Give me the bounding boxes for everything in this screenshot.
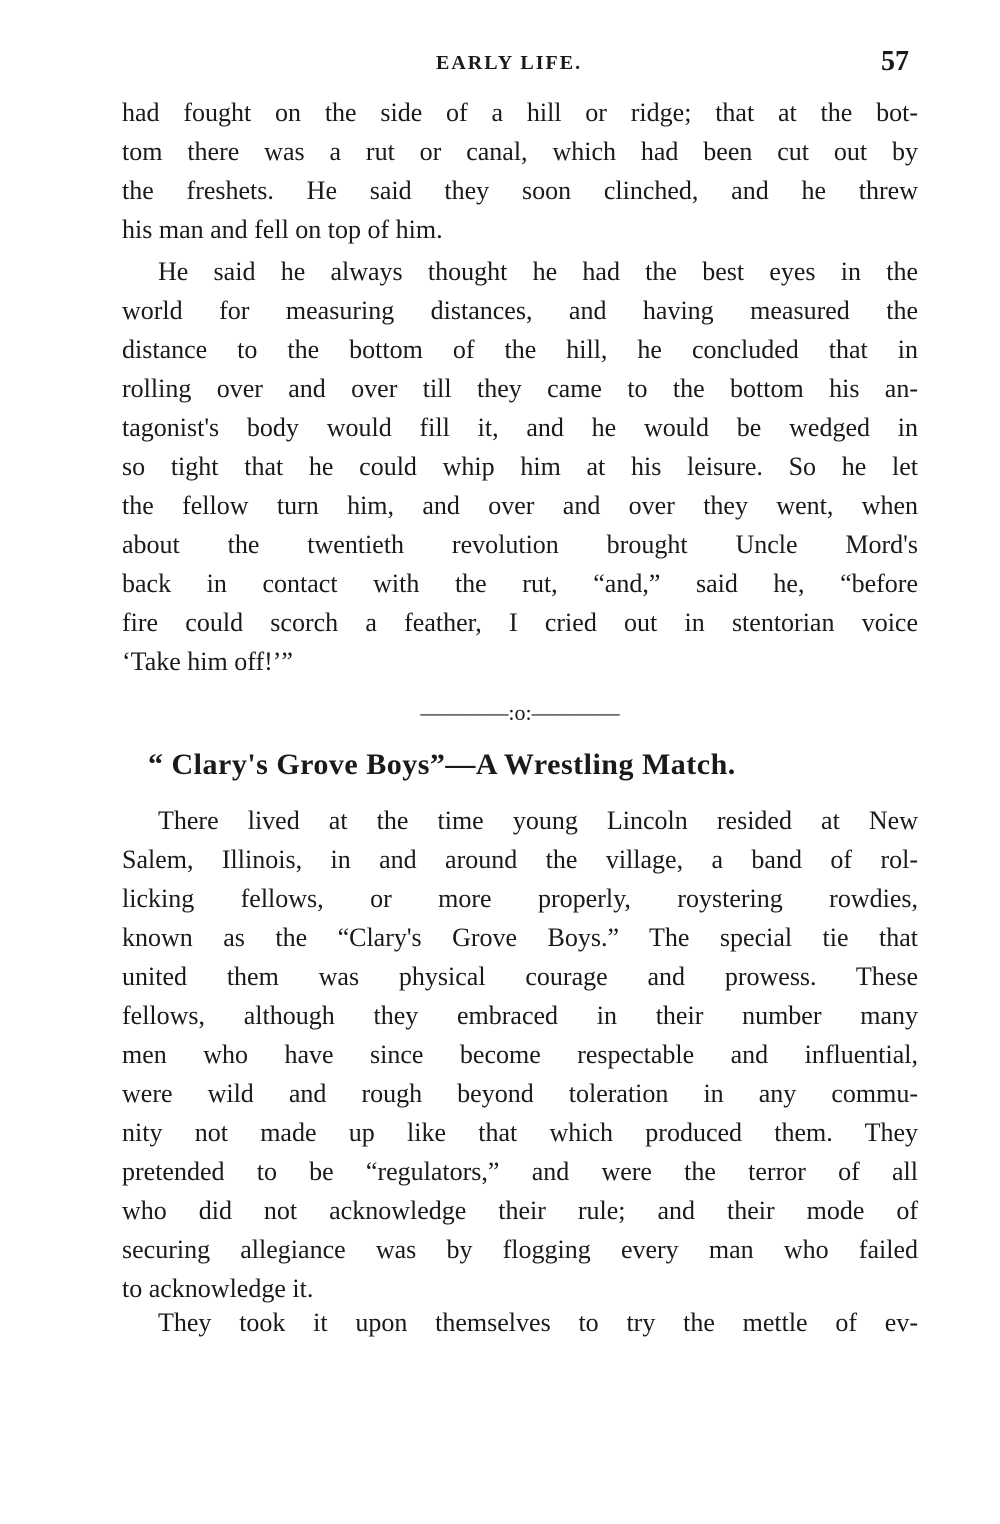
text-line: rolling over and over till they came to the bottom his an-: [122, 374, 918, 403]
text-line: tagonist's body would fill it, and he would be wedged in: [122, 413, 918, 442]
text-line: He said he always thought he had the best eyes in the: [158, 257, 918, 286]
text-line: nity not made up like that which produced them. They: [122, 1118, 918, 1147]
text-line: fire could scorch a feather, I cried out in stentorian voice: [122, 608, 918, 637]
text-line: united them was physical courage and prowess. These: [122, 962, 918, 991]
section-separator: ————:o:————: [420, 700, 620, 725]
text-line: They took it upon themselves to try the mettle of ev-: [158, 1308, 918, 1337]
text-line: known as the “Clary's Grove Boys.” The special tie that: [122, 923, 918, 952]
paragraph-4: [122, 1303, 918, 1342]
paragraph-3: [122, 801, 918, 1308]
text-line: securing allegiance was by flogging every man who failed: [122, 1235, 918, 1264]
text-line: ‘Take him off!’”: [122, 647, 293, 676]
text-line: who did not acknowledge their rule; and their mode of: [122, 1196, 918, 1225]
text-line: so tight that he could whip him at his leisure. So he let: [122, 452, 918, 481]
text-line: back in contact with the rut, “and,” said he, “before: [122, 569, 918, 598]
text-line: his man and fell on top of him.: [122, 215, 443, 244]
text-line: licking fellows, or more properly, roystering rowdies,: [122, 884, 918, 913]
page-number: 57: [881, 46, 909, 77]
text-line: pretended to be “regulators,” and were the terror of all: [122, 1157, 918, 1186]
text-line: about the twentieth revolution brought Uncle Mord's: [122, 530, 918, 559]
text-line: to acknowledge it.: [122, 1274, 314, 1303]
text-line: fellows, although they embraced in their number many: [122, 1001, 918, 1030]
text-line: world for measuring distances, and having measured the: [122, 296, 918, 325]
paragraph-1: [122, 93, 918, 249]
text-line: the freshets. He said they soon clinched, and he threw: [122, 176, 918, 205]
text-line: the fellow turn him, and over and over they went, when: [122, 491, 918, 520]
text-line: had fought on the side of a hill or ridge; that at the bot-: [122, 98, 918, 127]
text-line: tom there was a rut or canal, which had been cut out by: [122, 137, 918, 166]
text-line: distance to the bottom of the hill, he concluded that in: [122, 335, 918, 364]
section-heading: “ Clary's Grove Boys”—A Wrestling Match.: [148, 748, 736, 781]
paragraph-2: [122, 252, 918, 681]
text-line: men who have since become respectable and influential,: [122, 1040, 918, 1069]
text-line: Salem, Illinois, in and around the village, a band of rol-: [122, 845, 918, 874]
text-line: There lived at the time young Lincoln resided at New: [158, 806, 918, 835]
running-head: EARLY LIFE.: [436, 52, 583, 74]
text-line: were wild and rough beyond toleration in any commu-: [122, 1079, 918, 1108]
